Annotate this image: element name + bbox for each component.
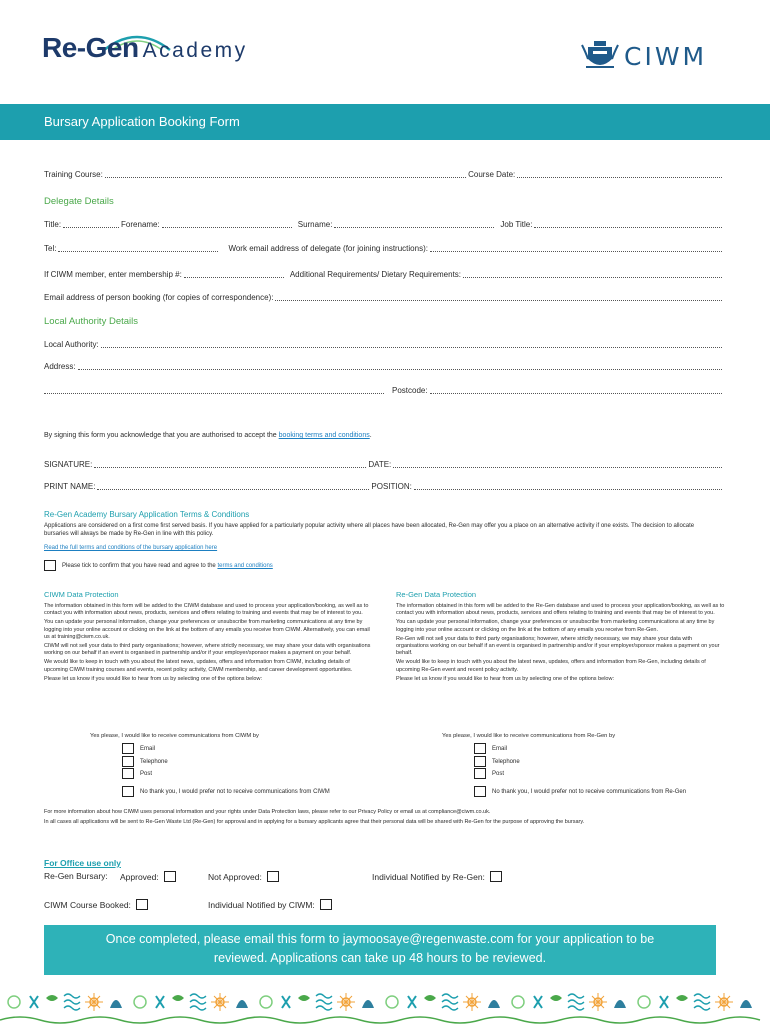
regen-dp-heading: Re-Gen Data Protection (396, 590, 477, 599)
ciwm-no-label: No thank you, I would prefer not to receive communications from CIWM (140, 788, 330, 795)
regen-telephone-label: Telephone (492, 758, 520, 765)
ciwm-dp-p1: The information obtained in this form will be added to the CIWM database and used to process your application/booking, as well as to contact you with information about news, products, services and offers relating to training and events that may be of interest to you. (44, 603, 369, 617)
regen-email-option (474, 743, 507, 754)
print-name-row (44, 482, 724, 491)
print-name-label: PRINT NAME: (44, 482, 96, 491)
ciwm-dp-p4: We would like to keep in touch with you about the latest news, updates, offers and information from CIWM, including details of upcoming CIWM training courses and events, recent policy activity, CIWM membership, and career development opportunities. (44, 659, 353, 673)
forename-field[interactable] (162, 222, 292, 228)
ciwm-dp-heading: CIWM Data Protection (44, 590, 119, 599)
signature-label: SIGNATURE: (44, 460, 93, 469)
authority-label: Local Authority: (44, 340, 99, 349)
regen-post-label: Post (492, 770, 505, 777)
instructions-line-2: reviewed. Applications can take up 48 hours to be reviewed. (213, 951, 547, 965)
postcode-row (44, 386, 724, 395)
authority-field[interactable] (101, 342, 722, 348)
postcode-field[interactable] (430, 388, 722, 394)
terms-heading: Re-Gen Academy Bursary Application Terms & Conditions (44, 510, 250, 519)
regen-email-label: Email (492, 745, 508, 752)
ciwm-post-option (122, 768, 152, 779)
signature-field[interactable] (94, 462, 366, 468)
regen-no-checkbox[interactable] (474, 786, 486, 797)
not-approved-item (208, 871, 279, 882)
course-row (44, 170, 724, 179)
instructions-line-1: Once completed, please email this form to jaymoosaye@regenwaste.com for your application to be (105, 932, 655, 946)
crest-icon (580, 39, 620, 73)
regen-dp-p2: You can update your personal information, change your preferences or unsubscribe from marketing communications at any time by logging into your online account or clicking on the link at the bottom of any emails you receive from Re-Gen. (396, 619, 715, 633)
booker-email-label: Email address of person booking (for copies of correspondence): (44, 293, 274, 302)
membership-field[interactable] (184, 272, 284, 278)
surname-field[interactable] (334, 222, 494, 228)
ciwm-dp-p2: You can update your personal information, change your preferences or unsubscribe from marketing communications at any time by logging into your online account or clicking on the link at the bottom of any emails you receive from CIWM. Alternatively, you can email us at training@ciwm.co.uk. (44, 619, 370, 640)
ciwm-booked-item (44, 899, 148, 910)
address-line-2-field[interactable] (44, 388, 384, 394)
regen-email-checkbox[interactable] (474, 743, 486, 754)
address-label: Address: (44, 362, 76, 371)
approved-checkbox[interactable] (164, 871, 176, 882)
ciwm-email-option (122, 743, 155, 754)
print-name-field[interactable] (97, 484, 369, 490)
authority-heading: Local Authority Details (44, 316, 138, 327)
delegate-heading: Delegate Details (44, 196, 114, 207)
job-title-field[interactable] (534, 222, 722, 228)
work-email-label: Work email address of delegate (for joining instructions): (228, 244, 428, 253)
booker-email-field[interactable] (275, 295, 722, 301)
confirm-terms-link[interactable]: terms and conditions (217, 562, 273, 569)
ciwm-dp-p5: Please let us know if you would like to hear from us by selecting one of the options below: (44, 675, 262, 682)
ciwm-no-option (122, 786, 330, 797)
course-date-label: Course Date: (468, 170, 516, 179)
regen-post-checkbox[interactable] (474, 768, 486, 779)
regen-bursary-text: Re-Gen Bursary: (44, 871, 108, 881)
not-approved-label: Not Approved: (208, 871, 262, 882)
requirements-label: Additional Requirements/ Dietary Requirements: (289, 270, 462, 279)
regen-dp-p1: The information obtained in this form will be added to the Re-Gen database and used to process your application/booking, as well as to contact you with information about news, products, services and offers relating to training and events that may be of interest to you. (396, 603, 725, 617)
notified-regen-label: Individual Notified by Re-Gen: (372, 871, 485, 882)
notified-ciwm-checkbox[interactable] (320, 899, 332, 910)
position-field[interactable] (414, 484, 722, 490)
partner-name: CIWM (624, 41, 708, 71)
membership-label: If CIWM member, enter membership #: (44, 270, 182, 279)
work-email-field[interactable] (430, 246, 722, 252)
authority-row (44, 340, 724, 349)
date-label: DATE: (368, 460, 392, 469)
ciwm-booked-label: CIWM Course Booked: (44, 899, 131, 910)
brand-suffix: Academy (142, 39, 248, 62)
regen-no-option (474, 786, 686, 797)
ciwm-dp-p3: CIWM will not sell your data to third party organisations; however, where strictly necessary, we may share your data with organisations working on our behalf if an event is organised in partnership and/or if your employer/sponsor makes a payment on your behalf. (44, 643, 371, 657)
address-row (44, 362, 724, 371)
regen-telephone-checkbox[interactable] (474, 756, 486, 767)
privacy-note-2: In all cases all applications will be sent to Re-Gen Waste Ltd (Re-Gen) for approval and in applying for a bursary applicants agree that their personal data will be shared with Re-Gen for the purpose of approving the bursary. (44, 819, 585, 825)
ciwm-email-label: Email (140, 745, 156, 752)
signing-statement: By signing this form you acknowledge that you are authorised to accept the booking terms and conditions. (44, 432, 372, 439)
training-course-field[interactable] (105, 172, 466, 178)
form-title: Bursary Application Booking Form (0, 104, 770, 140)
tel-label: Tel: (44, 244, 57, 253)
delegate-contact-row (44, 244, 724, 253)
course-date-field[interactable] (517, 172, 722, 178)
requirements-field[interactable] (463, 272, 722, 278)
regen-telephone-option (474, 756, 520, 767)
submission-instructions (44, 925, 716, 975)
booking-terms-link[interactable]: booking terms and conditions (278, 432, 370, 439)
signing-text: By signing this form you acknowledge that you are authorised to accept the (44, 432, 277, 439)
terms-body: Applications are considered on a first come first served basis. If you have applied for a particularly popular activity where all places have been allocated, Re-Gen may offer you a place on an alternative activity if one exists. The decision to allocate bursaries will always be made by Re-Gen in line with this policy. (44, 523, 695, 537)
regen-post-option (474, 768, 504, 779)
notified-regen-checkbox[interactable] (490, 871, 502, 882)
job-title-label: Job Title: (500, 220, 533, 229)
read-terms-link[interactable]: Read the full terms and conditions of the bursary application here (44, 545, 218, 551)
forename-label: Forename: (121, 220, 160, 229)
office-use-heading: For Office use only (44, 858, 121, 868)
regen-dp-p4: We would like to keep in touch with you about the latest news, updates, offers and information from Re-Gen, including details of upcoming Re-Gen event and recent policy activity. (396, 659, 706, 673)
title-label: Title: (44, 220, 62, 229)
confirm-terms-row (44, 560, 273, 571)
tel-field[interactable] (58, 246, 218, 252)
regen-yes-label: Yes please, I would like to receive communications from Re-Gen by (442, 733, 616, 739)
privacy-note-1: For more information about how CIWM uses personal information and your rights under Data Protection laws, please refer to our Privacy Policy or email us at compliance@ciwm.co.uk. (44, 809, 491, 815)
ciwm-telephone-option (122, 756, 168, 767)
address-field[interactable] (78, 364, 722, 370)
ciwm-logo (580, 36, 707, 76)
ciwm-no-checkbox[interactable] (122, 786, 134, 797)
surname-label: Surname: (297, 220, 333, 229)
regen-no-label: No thank you, I would prefer not to receive communications from Re-Gen (492, 788, 687, 795)
signature-row (44, 460, 724, 469)
ciwm-post-label: Post (140, 770, 153, 777)
approved-item (120, 871, 176, 882)
delegate-name-row (44, 220, 724, 229)
ciwm-telephone-label: Telephone (140, 758, 168, 765)
regen-bursary-label (44, 871, 108, 881)
training-course-label: Training Course: (44, 170, 103, 179)
ciwm-yes-label: Yes please, I would like to receive communications from CIWM by (90, 733, 259, 739)
ciwm-email-checkbox[interactable] (122, 743, 134, 754)
membership-row (44, 270, 724, 279)
approved-label: Approved: (120, 871, 159, 882)
confirm-terms-label: Please tick to confirm that you have read and agree to the (62, 562, 216, 569)
date-field[interactable] (393, 462, 722, 468)
notified-ciwm-item (208, 899, 332, 910)
page-header (0, 0, 770, 104)
ciwm-telephone-checkbox[interactable] (122, 756, 134, 767)
ciwm-post-checkbox[interactable] (122, 768, 134, 779)
title-field[interactable] (63, 222, 119, 228)
postcode-label: Postcode: (392, 386, 428, 395)
regen-dp-p5: Please let us know if you would like to hear from us by selecting one of the options below: (396, 675, 614, 682)
regen-data-protection (396, 590, 726, 685)
booker-email-row (44, 293, 724, 302)
confirm-terms-checkbox[interactable] (44, 560, 56, 571)
notified-ciwm-label: Individual Notified by CIWM: (208, 899, 315, 910)
brand-name: Re-Gen (42, 32, 139, 63)
ciwm-booked-checkbox[interactable] (136, 899, 148, 910)
ciwm-data-protection (44, 590, 374, 685)
regen-dp-p3: Re-Gen will not sell your data to third party organisations; however, where strictly necessary, we may share your data with organisations working on our behalf if an event is organised in partnership and/or if your employer/sponsor makes a payment on your behalf. (396, 635, 720, 657)
notified-regen-item (372, 871, 502, 882)
regen-academy-logo (42, 18, 272, 78)
not-approved-checkbox[interactable] (267, 871, 279, 882)
position-label: POSITION: (371, 482, 412, 491)
decorative-pattern-icon (0, 988, 770, 1024)
